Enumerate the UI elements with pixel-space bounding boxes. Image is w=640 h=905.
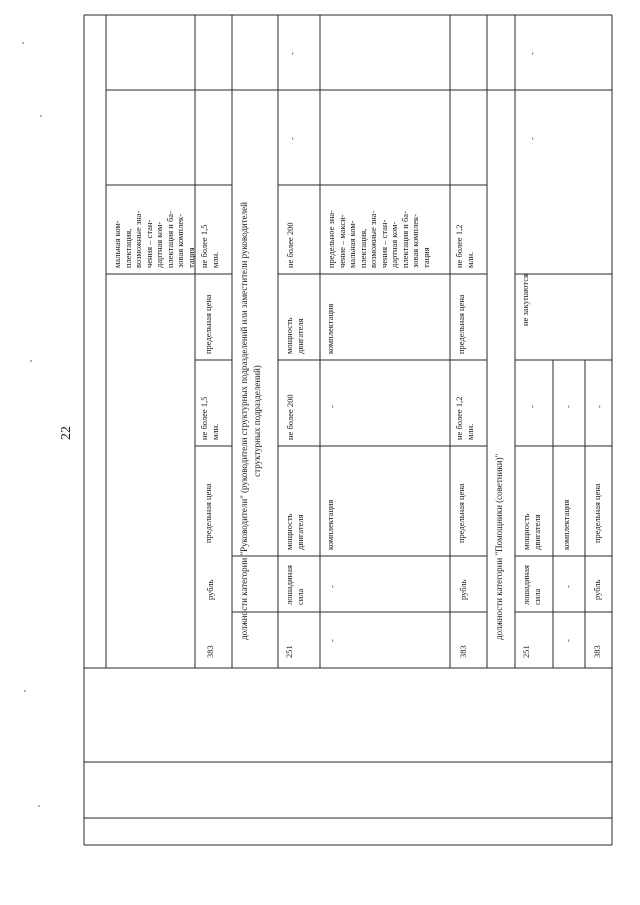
scan-speck — [30, 360, 32, 362]
mgr-row1-dash1: - — [287, 137, 297, 140]
mgr-row3-unit: рубль — [458, 579, 468, 600]
ast-row1-unit: лошадиная сила — [521, 565, 542, 605]
mgr-row3-value1: не более 1,2 млн. — [454, 396, 475, 440]
ast-row1-dash1: - — [527, 137, 537, 140]
section-head-managers: должности категории "Руководители" (руководители структурных подразделений или заместители руководителей структурных подразделений) — [239, 202, 262, 640]
mgr-row1-dash2: - — [287, 52, 297, 55]
ast-row3-unit: рубль — [592, 579, 602, 600]
mgr-row1-value2: не более 200 — [285, 222, 295, 268]
ast-row2-code: - — [563, 639, 573, 642]
section-head-assistants: должности категории "Помощники (советники)" — [494, 453, 504, 640]
mgr-row2-char2: комплектация — [325, 303, 335, 354]
mgr-row3-char: предельная цена — [456, 483, 466, 543]
cont-code: 383 — [205, 645, 215, 658]
ast-row2-unit: - — [563, 585, 573, 588]
scan-speck — [38, 805, 40, 807]
mgr-row1-code: 251 — [284, 645, 294, 658]
cont-char: предельная цена — [203, 483, 213, 543]
ast-row1-value1: - — [527, 405, 537, 408]
ast-row2-char: комплектация — [561, 499, 571, 550]
continuation-cell-text: мальная ком- плектация, возможные зна- чения – стан- дартная ком- плектация и ба- зовая комплек- тация — [112, 210, 196, 268]
mgr-row3-code: 383 — [458, 645, 468, 658]
ast-row1-code: 251 — [521, 645, 531, 658]
mgr-row3-value2: не более 1,2 млн. — [454, 224, 475, 268]
scan-speck — [24, 690, 26, 692]
cont-char2: предельная цена — [203, 294, 213, 354]
mgr-row3-char2: предельная цена — [456, 294, 466, 354]
ast-row1-char: мощность двигателя — [521, 513, 542, 550]
mgr-row1-char: мощность двигателя — [284, 513, 305, 550]
scan-speck — [22, 42, 24, 44]
ast-row3-char: предельная цена — [592, 483, 602, 543]
mgr-row1-value1: не более 200 — [285, 394, 295, 440]
mgr-row1-char2: мощность двигателя — [284, 317, 305, 354]
cont-value2: не более 1,5 млн. — [199, 224, 220, 268]
mgr-row1-unit: лошадиная сила — [284, 565, 305, 605]
not-purchased-label: не закупаются — [520, 274, 530, 326]
mgr-row2-char: комплектация — [325, 499, 335, 550]
mgr-row2-code: - — [327, 639, 337, 642]
mgr-row2-unit: - — [327, 585, 337, 588]
scan-speck — [40, 115, 42, 117]
ast-row3-code: 383 — [592, 645, 602, 658]
ast-row1-dash2: - — [527, 52, 537, 55]
mgr-row2-value1: - — [327, 405, 337, 408]
cont-unit: рубль — [205, 579, 215, 600]
mgr-row2-value2: предельное зна- чение – макси- мальная ком- плектация, возможные зна- чения – стан- дартная ком- плектация и ба- зовая комплек- тация — [326, 210, 431, 268]
ast-row2-value1: - — [563, 405, 573, 408]
page-number: 22 — [59, 426, 74, 440]
ast-row3-value1: - — [594, 405, 604, 408]
cont-value1: не более 1,5 млн. — [199, 396, 220, 440]
